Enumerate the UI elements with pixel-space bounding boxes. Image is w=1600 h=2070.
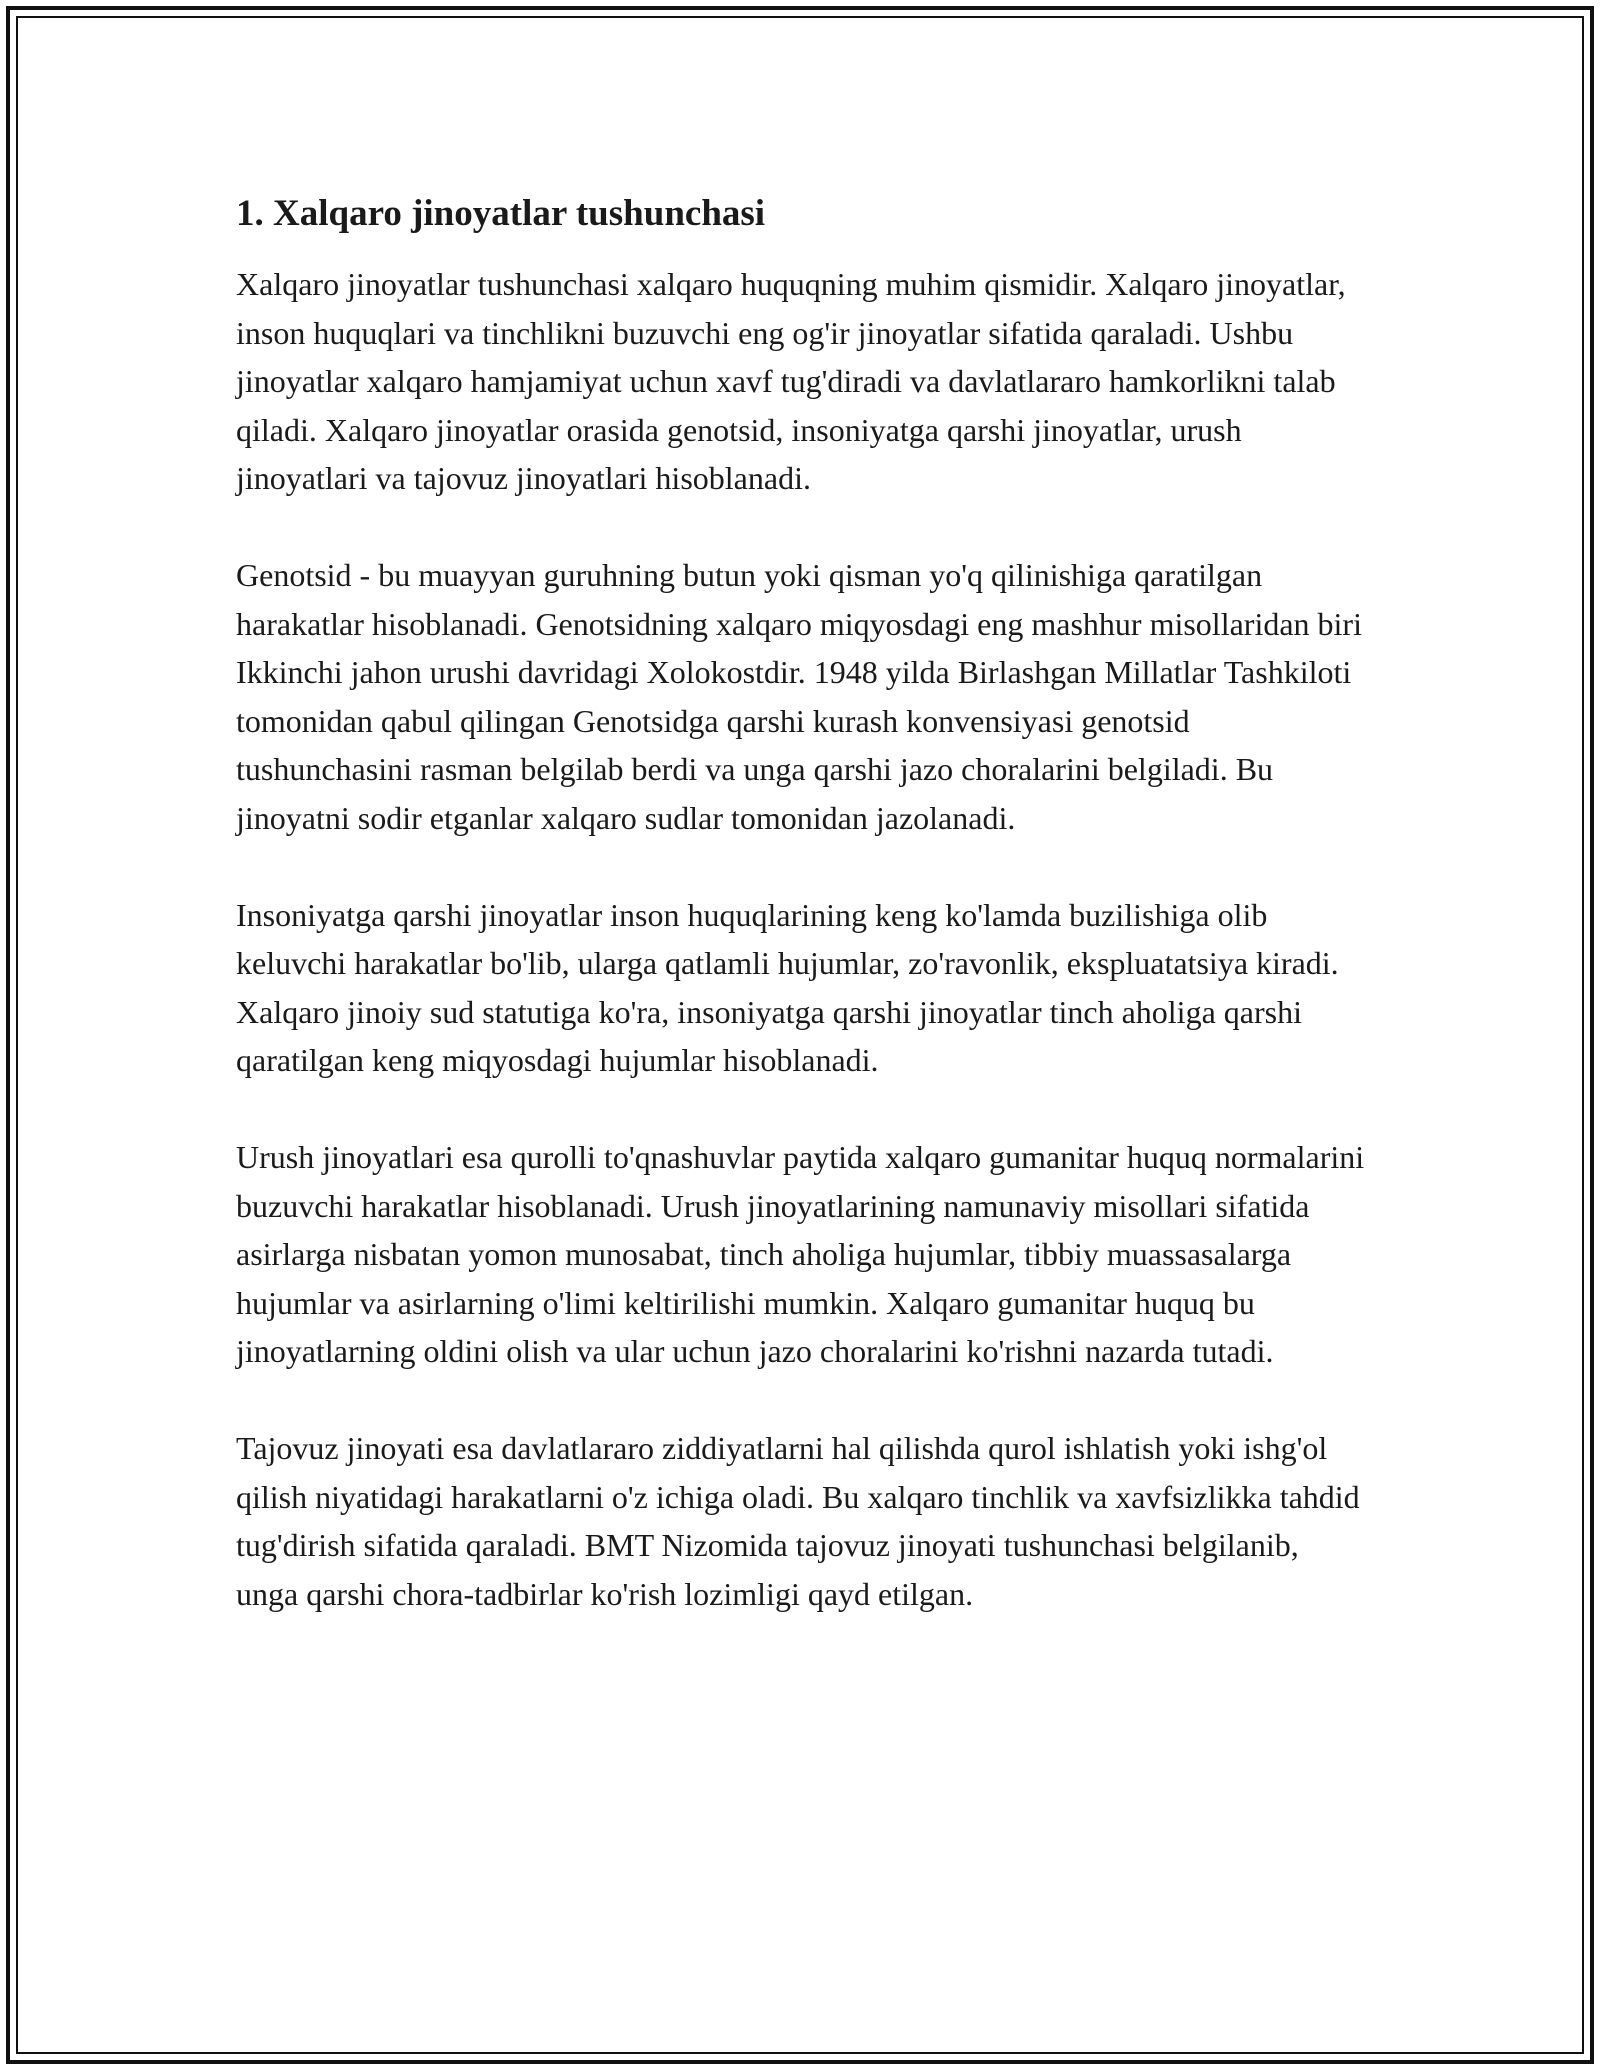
document-content <box>236 190 1366 1618</box>
paragraph-crimes-against-humanity: Insoniyatga qarshi jinoyatlar inson huquqlarining keng ko'lamda buzilishiga olib keluvchi harakatlar bo'lib, ularga qatlamli hujumlar, zo'ravonlik, ekspluatatsiya kiradi. Xalqaro jinoiy sud statutiga ko'ra, insoniyatga qarshi jinoyatlar tinch aholiga qarshi qaratilgan keng miqyosdagi hujumlar hisoblanadi. <box>236 896 1339 1078</box>
paragraph-war-crimes: Urush jinoyatlari esa qurolli to'qnashuvlar paytida xalqaro gumanitar huquq normalarini buzuvchi harakatlar hisoblanadi. Urush jinoyatlarining namunaviy misollari sifatida asirlarga nisbatan yomon munosabat, tinch aholiga hujumlar, tibbiy muassasalarga hujumlar va asirlarning o'limi keltirilishi mumkin. Xalqaro gumanitar huquq bu jinoyatlarning oldini olish va ular uchun jazo choralarini ko'rishni nazarda tutadi. <box>236 1139 1365 1369</box>
section-heading: 1. Xalqaro jinoyatlar tushunchasi <box>236 193 766 234</box>
paragraph-intro: Xalqaro jinoyatlar tushunchasi xalqaro huquqning muhim qismidir. Xalqaro jinoyatlar, inson huquqlari va tinchlikni buzuvchi eng og'ir jinoyatlar sifatida qaraladi. Ushbu jinoyatlar xalqaro hamjamiyat uchun xavf tug'diradi va davlatlararo hamkorlikni talab qiladi. Xalqaro jinoyatlar orasida genotsid, insoniyatga qarshi jinoyatlar, urush jinoyatlari va tajovuz jinoyatlari hisoblanadi. <box>236 266 1346 496</box>
paragraph-genocide: Genotsid - bu muayyan guruhning butun yoki qisman yo'q qilinishiga qaratilgan harakatlar hisoblanadi. Genotsidning xalqaro miqyosdagi eng mashhur misollaridan biri Ikkinchi jahon urushi davridagi Xolokostdir. 1948 yilda Birlashgan Millatlar Tashkiloti tomonidan qabul qilingan Genotsidga qarshi kurash konvensiyasi genotsid tushunchasini rasman belgilab berdi va unga qarshi jazo choralarini belgiladi. Bu jinoyatni sodir etganlar xalqaro sudlar tomonidan jazolanadi. <box>236 557 1362 836</box>
paragraph-aggression: Tajovuz jinoyati esa davlatlararo ziddiyatlarni hal qilishda qurol ishlatish yoki ishg'ol qilish niyatidagi harakatlarni o'z ichiga oladi. Bu xalqaro tinchlik va xavfsizlikka tahdid tug'dirish sifatida qaraladi. BMT Nizomida tajovuz jinoyati tushunchasi belgilanib, unga qarshi chora-tadbirlar ko'rish lozimligi qayd etilgan. <box>236 1430 1360 1612</box>
